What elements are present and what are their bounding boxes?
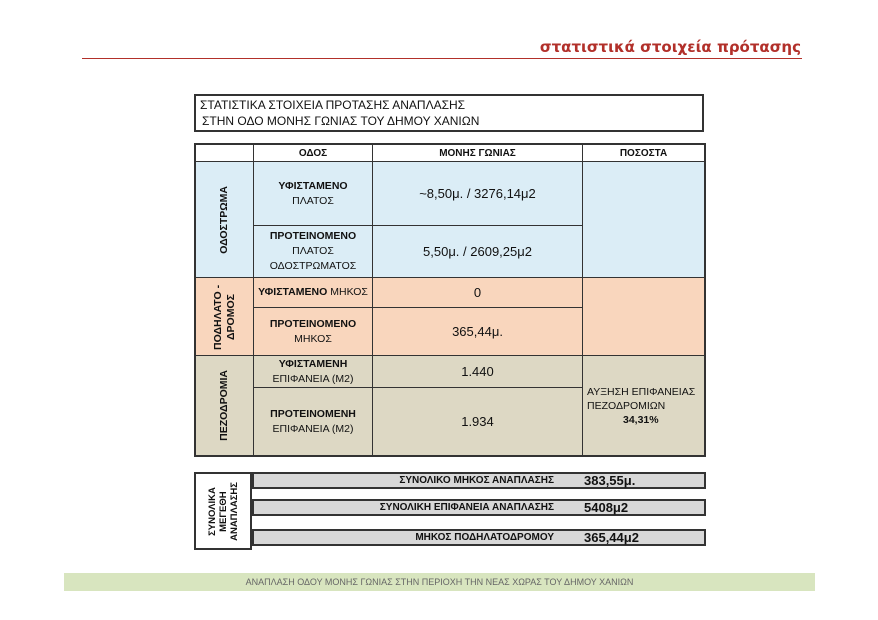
road-existing-label-bold: ΥΦΙΣΤΑΜΕΝΟ	[278, 179, 348, 192]
sidewalk-percent-cell	[583, 356, 704, 455]
table-title-line-1: ΣΤΑΤΙΣΤΙΚΑ ΣΤΟΙΧΕΙΑ ΠΡΟΤΑΣΗΣ ΑΝΑΠΛΑΣΗΣ	[200, 98, 466, 112]
sidewalk-existing-label-bold: ΥΦΙΣΤΑΜΕΝΗ	[278, 357, 348, 370]
road-proposed-label-bold: ΠΡΟΤΕΙΝΟΜΕΝΟ	[269, 230, 357, 242]
group-bike-lane-label	[196, 278, 254, 356]
total-length-label: ΣΥΝΟΛΙΚΟ ΜΗΚΟΣ ΑΝΑΠΛΑΣΗΣ	[399, 475, 554, 486]
group-sidewalks-name: ΠΕΖΟΔΡΟΜΙΑ	[218, 370, 230, 441]
table-title-box	[194, 94, 704, 132]
sidewalk-existing-label-rest: ΕΠΙΦΑΝΕΙΑ (Μ2)	[272, 372, 354, 385]
heading-divider	[82, 58, 802, 59]
header-percentages: ΠΟΣΟΣΤΑ	[583, 145, 704, 162]
road-existing-label-rest: ΠΛΑΤΟΣ	[292, 194, 334, 207]
sidewalk-existing-value: 1.440	[373, 356, 583, 388]
bike-percent-cell	[583, 278, 704, 356]
sidewalk-existing-label	[254, 356, 373, 388]
sidewalk-proposed-label	[254, 388, 373, 455]
page-heading: στατιστικά στοιχεία πρότασης	[539, 38, 801, 56]
bike-proposed-label-bold: ΠΡΟΤΕΙΝΟΜΕΝΟ	[269, 317, 357, 330]
sidewalk-proposed-label-rest: ΕΠΙΦΑΝΕΙΑ (Μ2)	[272, 422, 354, 435]
total-length-value: 383,55μ.	[584, 473, 636, 488]
totals-side-text	[207, 482, 240, 541]
road-proposed-label-rest: ΠΛΑΤΟΣ ΟΔΟΣΤΡΩΜΑΤΟΣ	[269, 245, 357, 272]
totals-side-label	[194, 472, 252, 550]
group-bike-lane-name: ΠΟΔΗΛΑΤΟ - ΔΡΟΜΟΣ	[211, 283, 237, 350]
road-existing-label	[254, 162, 373, 226]
statistics-table	[194, 143, 706, 457]
bike-existing-label-rest: ΜΗΚΟΣ	[330, 286, 368, 298]
header-empty-cell	[196, 145, 254, 162]
total-area-row	[252, 499, 706, 516]
total-area-label: ΣΥΝΟΛΙΚΗ ΕΠΙΦΑΝΕΙΑ ΑΝΑΠΛΑΣΗΣ	[379, 502, 554, 513]
group-sidewalks-label	[196, 356, 254, 455]
bike-existing-label-bold: ΥΦΙΣΤΑΜΕΝΟ	[258, 286, 328, 298]
sidewalk-percent-line-2: ΠΕΖΟΔΡΟΜΙΩΝ	[587, 399, 666, 412]
sidewalk-proposed-value: 1.934	[373, 388, 583, 455]
group-road-surface-name: ΟΔΟΣΤΡΩΜΑ	[218, 185, 230, 254]
header-street: ΟΔΟΣ	[254, 145, 373, 162]
table-title-line-2: ΣΤΗΝ ΟΔΟ ΜΟΝΗΣ ΓΩΝΙΑΣ ΤΟΥ ΔΗΜΟΥ ΧΑΝΙΩΝ	[202, 114, 480, 128]
bike-proposed-label	[254, 308, 373, 356]
bike-lane-length-value: 365,44μ2	[584, 530, 639, 545]
totals-side-line-3: ΑΝΑΠΛΑΣΗΣ	[228, 481, 240, 541]
bike-existing-value: 0	[373, 278, 583, 308]
road-existing-value: ~8,50μ. / 3276,14μ2	[373, 162, 583, 226]
road-proposed-value: 5,50μ. / 2609,25μ2	[373, 226, 583, 278]
bike-proposed-label-rest: ΜΗΚΟΣ	[294, 332, 332, 345]
bike-lane-length-row	[252, 529, 706, 546]
sidewalk-percent-value: 34,31%	[623, 413, 659, 426]
group-road-surface-label	[196, 162, 254, 278]
header-street-name: ΜΟΝΗΣ ΓΩΝΙΑΣ	[373, 145, 583, 162]
bike-proposed-value: 365,44μ.	[373, 308, 583, 356]
bike-existing-label	[254, 278, 373, 308]
total-length-row	[252, 472, 706, 489]
road-percent-cell	[583, 162, 704, 278]
totals-side-line-1: ΣΥΝΟΛΙΚΑ	[206, 486, 218, 536]
total-area-value: 5408μ2	[584, 500, 629, 515]
sidewalk-percent-line-1: ΑΥΞΗΣΗ ΕΠΙΦΑΝΕΙΑΣ	[587, 385, 696, 398]
road-proposed-label	[254, 226, 373, 278]
bike-lane-length-label: ΜΗΚΟΣ ΠΟΔΗΛΑΤΟΔΡΟΜΟΥ	[415, 532, 554, 543]
page-footer: ΑΝΑΠΛΑΣΗ ΟΔΟΥ ΜΟΝΗΣ ΓΩΝΙΑΣ ΣΤΗΝ ΠΕΡΙΟΧΗ ΤΗΝ ΝΕΑΣ ΧΩΡΑΣ ΤΟΥ ΔΗΜΟΥ ΧΑΝΙΩΝ	[64, 573, 815, 591]
sidewalk-proposed-label-bold: ΠΡΟΤΕΙΝΟΜΕΝΗ	[270, 407, 356, 420]
totals-side-line-2: ΜΕΓΕΘΗ	[217, 490, 229, 532]
